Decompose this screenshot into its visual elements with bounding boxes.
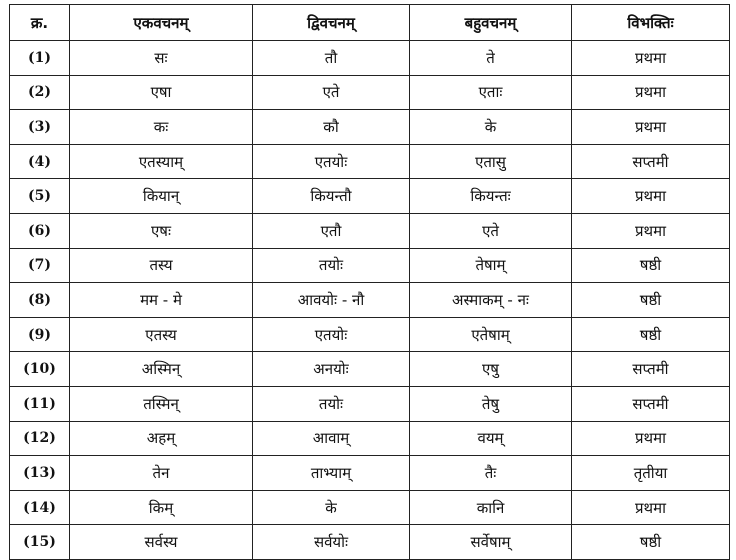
serial-cell: (10): [10, 352, 70, 387]
case-cell: प्रथमा: [572, 41, 730, 76]
case-cell: प्रथमा: [572, 213, 730, 248]
singular-cell: एषः: [70, 213, 253, 248]
plural-cell: के: [410, 110, 572, 145]
header-plural: बहुवचनम्: [410, 5, 572, 41]
serial-cell: (8): [10, 283, 70, 318]
table-body: [10, 41, 730, 560]
case-cell: सप्तमी: [572, 386, 730, 421]
case-cell: सप्तमी: [572, 352, 730, 387]
header-dual: द्विवचनम्: [253, 5, 410, 41]
serial-cell: (14): [10, 490, 70, 525]
case-cell: प्रथमा: [572, 421, 730, 456]
singular-cell: एषा: [70, 75, 253, 110]
header-singular: एकवचनम्: [70, 5, 253, 41]
header-case: विभक्तिः: [572, 5, 730, 41]
plural-cell: अस्माकम् - नः: [410, 283, 572, 318]
singular-cell: तस्य: [70, 248, 253, 283]
serial-cell: (7): [10, 248, 70, 283]
dual-cell: तौ: [253, 41, 410, 76]
singular-cell: तस्मिन्: [70, 386, 253, 421]
singular-cell: तेन: [70, 456, 253, 491]
singular-cell: मम - मे: [70, 283, 253, 318]
table-row: [10, 179, 730, 214]
table-row: [10, 248, 730, 283]
plural-cell: एताः: [410, 75, 572, 110]
dual-cell: एतयोः: [253, 144, 410, 179]
singular-cell: अहम्: [70, 421, 253, 456]
table-row: [10, 75, 730, 110]
dual-cell: तयोः: [253, 248, 410, 283]
table-row: [10, 525, 730, 560]
singular-cell: कियान्: [70, 179, 253, 214]
plural-cell: ते: [410, 41, 572, 76]
plural-cell: वयम्: [410, 421, 572, 456]
serial-cell: (15): [10, 525, 70, 560]
case-cell: षष्ठी: [572, 283, 730, 318]
serial-cell: (6): [10, 213, 70, 248]
dual-cell: सर्वयोः: [253, 525, 410, 560]
plural-cell: तेषाम्: [410, 248, 572, 283]
singular-cell: एतस्याम्: [70, 144, 253, 179]
plural-cell: कियन्तः: [410, 179, 572, 214]
table-row: [10, 213, 730, 248]
case-cell: प्रथमा: [572, 110, 730, 145]
table-row: [10, 490, 730, 525]
serial-cell: (5): [10, 179, 70, 214]
serial-cell: (3): [10, 110, 70, 145]
case-cell: प्रथमा: [572, 179, 730, 214]
serial-cell: (1): [10, 41, 70, 76]
dual-cell: तयोः: [253, 386, 410, 421]
singular-cell: अस्मिन्: [70, 352, 253, 387]
dual-cell: एतौ: [253, 213, 410, 248]
case-cell: सप्तमी: [572, 144, 730, 179]
header-serial: क्र.: [10, 5, 70, 41]
plural-cell: एतासु: [410, 144, 572, 179]
singular-cell: सः: [70, 41, 253, 76]
plural-cell: एषु: [410, 352, 572, 387]
singular-cell: कः: [70, 110, 253, 145]
dual-cell: आवयोः - नौ: [253, 283, 410, 318]
singular-cell: किम्: [70, 490, 253, 525]
plural-cell: तैः: [410, 456, 572, 491]
serial-cell: (9): [10, 317, 70, 352]
header-row: [10, 5, 730, 41]
table-row: [10, 386, 730, 421]
case-cell: तृतीया: [572, 456, 730, 491]
case-cell: षष्ठी: [572, 248, 730, 283]
plural-cell: एतेषाम्: [410, 317, 572, 352]
dual-cell: आवाम्: [253, 421, 410, 456]
dual-cell: ताभ्याम्: [253, 456, 410, 491]
case-cell: षष्ठी: [572, 317, 730, 352]
plural-cell: तेषु: [410, 386, 572, 421]
dual-cell: एते: [253, 75, 410, 110]
table-row: [10, 110, 730, 145]
plural-cell: एते: [410, 213, 572, 248]
declension-table-container: [9, 4, 729, 560]
plural-cell: कानि: [410, 490, 572, 525]
dual-cell: कौ: [253, 110, 410, 145]
serial-cell: (13): [10, 456, 70, 491]
serial-cell: (4): [10, 144, 70, 179]
dual-cell: के: [253, 490, 410, 525]
case-cell: प्रथमा: [572, 75, 730, 110]
dual-cell: कियन्तौ: [253, 179, 410, 214]
dual-cell: अनयोः: [253, 352, 410, 387]
serial-cell: (2): [10, 75, 70, 110]
singular-cell: एतस्य: [70, 317, 253, 352]
table-row: [10, 352, 730, 387]
table-row: [10, 317, 730, 352]
table-row: [10, 283, 730, 318]
singular-cell: सर्वस्य: [70, 525, 253, 560]
table-row: [10, 41, 730, 76]
table-row: [10, 144, 730, 179]
serial-cell: (11): [10, 386, 70, 421]
table-row: [10, 421, 730, 456]
dual-cell: एतयोः: [253, 317, 410, 352]
table-row: [10, 456, 730, 491]
serial-cell: (12): [10, 421, 70, 456]
declension-table: [9, 4, 730, 560]
plural-cell: सर्वेषाम्: [410, 525, 572, 560]
case-cell: षष्ठी: [572, 525, 730, 560]
case-cell: प्रथमा: [572, 490, 730, 525]
